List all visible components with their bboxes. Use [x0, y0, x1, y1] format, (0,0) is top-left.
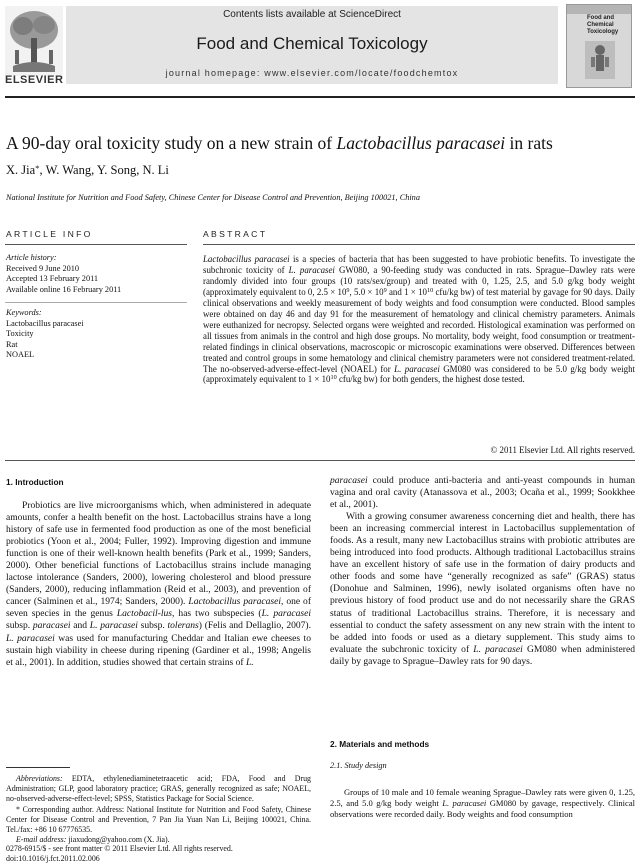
keywords: Keywords: Lactobacillus paracasei Toxicity Rat NOAEL — [6, 308, 84, 360]
article-title: A 90-day oral toxicity study on a new strain of Lactobacillus paracasei in rats — [6, 133, 553, 153]
footnotes: Abbreviations: EDTA, ethylenediaminetetraacetic acid; FDA, Food and Drug Administration; GLP, good laboratory practice; GRAS, generally recognized as safe; NOAEL, no-observed-adverse-effect-level; SPSS, Statistics Package for Social Science. * Corresponding author. Address: National Institute for Nutrition and Food Safety, Chinese Center for Disease Control and Prevention, 7 Pan Jia Yuan Nan Li, Beijing 100021, China. Tel./fax: +86 10 67776535. E-mail address: jiaxudong@yahoo.com (X. Jia). — [6, 774, 311, 845]
affiliation: National Institute for Nutrition and Food Safety, Chinese Center for Disease Control and Prevention, Beijing 100021, China — [6, 193, 420, 202]
abstract-heading: ABSTRACT — [203, 229, 268, 239]
doi-link[interactable]: doi:10.1016/j.fct.2011.02.006 — [6, 854, 100, 863]
info-divider — [5, 302, 187, 303]
abstract-text: Lactobacillus paracasei is a species of bacteria that has been suggested to have probiotic benefits. To investigate the subchronic toxicity of L. paracasei GW080, a 90-feeding study was conducted in rats. Sprague–Dawley rats were randomly divided into four groups (10 rats/sex/group) and treated with 0, 1.25, 2.5, and 5.0 g/kg body weight (approximately equivalent to 0, $2.5 \times 10^9$, $5.0 \times 10^9$ and $1 \times 10^{10}$ cfu/kg bw) of test material by gavage for 90 days. Daily clinical observations and weekly measurement of body weights and food consumption were conducted. Blood samples were obtained on day 46 and day 91 for the measurement of hematology and clinical chemistry parameters. Animals were euthanized for necropsy. Selected organs were weighted and recorded. Histological examination was performed on all tissues from animals in the control and high dose groups. No mortality, body weight, food consumption or treatment-related findings in clinical observations, macroscopic or microscopic examinations were observed. Differences between treated and control groups in some hematology and clinical chemistry parameters were not considered treatment-related. The no-observed-adverse-effect-level (NOAEL) for L. paracasei GM080 was considered to be 5.0 g/kg body weight (approximately equivalent to $1 \times 10^{10}$ cfu/kg bw) for both genders, the highest dose tested. — [203, 254, 636, 385]
section-heading-methods: 2. Materials and methods — [330, 739, 430, 749]
journal-name: Food and Chemical Toxicology — [196, 34, 428, 53]
author-email-link[interactable]: jiaxudong@yahoo.com (X. Jia). — [66, 835, 170, 845]
tree-icon — [5, 6, 63, 76]
cover-title: Food and Chemical Toxicology — [587, 15, 619, 35]
intro-left-column: Probiotics are live microorganisms which, when administered in adequate amounts, confer a health benefit on the host. Lactobacillus strains have a long history of safe use in fermented food production as one of the most beneficial probiotics (Yoon et al., 2004; Fuller, 1992). Improving digestion and immune function is one of their well-known health benefits (Park et al., 1999; Sanders, 2000). Other beneficial functions of Lactobacillus strains include managing lactose intolerance (Sanders, 2000), lowering cholesterol and blood pressure (Sanders, 2000), reducing inflammation (Reid et al., 2003), and prevention of cancer (Salminen et al., 1974; Sanders, 2000). Lactobacillus paracasei, one of seven species in the genus Lactobacil-lus, has two subspecies (L. paracasei subsp. paracasei and L. paracasei subsp. tolerans) (Felis and Dellaglio, 2007). L. paracasei was used for manufacturing Cheddar and Italian ewe cheeses to sustain high viability in cheese during ripening (Gardiner et al., 1998; Angelis et al., 2001). In addition, studies showed that certain strains of L. — [6, 500, 312, 668]
abstract-copyright: © 2011 Elsevier Ltd. All rights reserved. — [490, 445, 635, 455]
front-matter-line: 0278-6915/$ - see front matter © 2011 Elsevier Ltd. All rights reserved. doi:10.1016/j.fct.2011.02.006 — [6, 844, 233, 863]
header-rule — [5, 96, 635, 98]
elsevier-logo — [5, 6, 63, 84]
cover-figure-icon — [585, 41, 615, 79]
abstract-rule — [203, 244, 635, 245]
intro-right-column: paracasei could produce anti-bacteria and anti-yeast compounds in human vagina and oral cavity (Atanassova et al., 2003; Ocaña et al., 1999; Sookkhee et al., 2001). With a growing consumer awareness concerning diet and health, there has been an increasing commercial interest in Lactobacillus supplementation of foods. As a result, many new Lactobacillus strains with probiotic attributes are being introduced into food products. Although traditional Lactobacillus strains have an excellent history of safe use in the formation of dairy products and other foods and some have “generally recognized as safe” (GRAS) status (Donohue and Salminen, 1996), newly isolated organisms often have no previous history of food product use and do not necessarily share the GRAS status of traditional Lactobacillus strains. Therefore, it is necessary and essential to conduct the safety assessment on any new strain with the intent to be added into foods or used as a dietary supplement. This study aims to evaluate the subchronic toxicity of L. paracasei GM080 when administered daily by gavage to Sprague–Dawley rats for 90 days. — [330, 475, 635, 667]
info-rule — [5, 244, 187, 245]
footnote-rule — [6, 767, 70, 768]
study-design-text: Groups of 10 male and 10 female weaning Sprague–Dawley rats were given 0, 1.25, 2.5, and 5.0 g/kg body weight L. paracasei GM080 by gavage, respectively. Clinical observations were recorded daily. Body weights and food consumption — [330, 787, 635, 819]
author-list: X. Jia*, W. Wang, Y. Song, N. Li — [6, 163, 169, 177]
subsection-heading-study-design: 2.1. Study design — [330, 761, 387, 770]
publisher-name: ELSEVIER — [5, 74, 64, 86]
article-history: Article history: Received 9 June 2010 Accepted 13 February 2011 Available online 16 February 2011 — [6, 253, 122, 294]
journal-cover — [566, 4, 632, 88]
section-heading-introduction: 1. Introduction — [6, 477, 64, 487]
journal-homepage[interactable]: journal homepage: www.elsevier.com/locate/foodchemtox — [165, 68, 459, 78]
abstract-end-rule — [5, 460, 635, 461]
article-info-heading: ARTICLE INFO — [6, 229, 93, 239]
masthead — [66, 6, 558, 84]
contents-line[interactable]: Contents lists available at ScienceDirect — [223, 9, 401, 20]
journal-header — [0, 0, 640, 92]
